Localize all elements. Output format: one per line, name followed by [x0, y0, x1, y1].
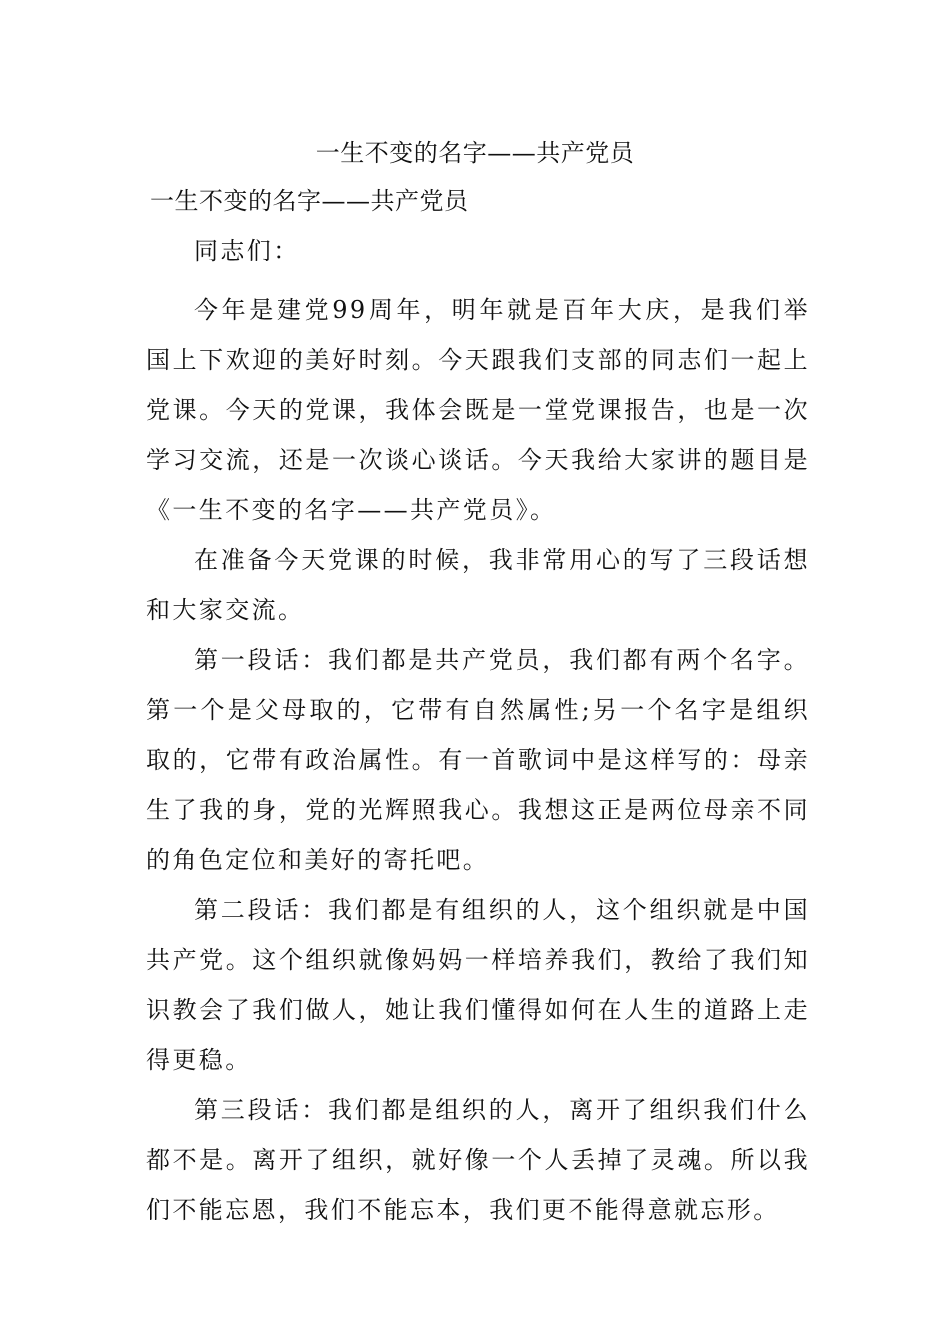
- body-paragraph-1: 今年是建党99周年，明年就是百年大庆，是我们举国上下欢迎的美好时刻。今天跟我们支部的同志们一起上党课。今天的党课，我体会既是一堂党课报告，也是一次学习交流，还是一次谈心谈话。今天我给大家讲的题目是《一生不变的名字——共产党员》。: [146, 296, 810, 524]
- body-paragraph-2: 在准备今天党课的时候，我非常用心的写了三段话想和大家交流。: [146, 546, 810, 624]
- document-subtitle: 一生不变的名字——共产党员: [150, 187, 469, 215]
- body-paragraph-4: 第二段话：我们都是有组织的人，这个组织就是中国共产党。这个组织就像妈妈一样培养我们，教给了我们知识教会了我们做人，她让我们懂得如何在人生的道路上走得更稳。: [146, 896, 810, 1074]
- document-title: 一生不变的名字——共产党员: [315, 139, 635, 167]
- greeting-paragraph: 同志们：: [194, 237, 300, 265]
- body-paragraph-5: 第三段话：我们都是组织的人，离开了组织我们什么都不是。离开了组织，就好像一个人丢掉了灵魂。所以我们不能忘恩，我们不能忘本，我们更不能得意就忘形。: [146, 1096, 810, 1224]
- body-paragraph-3: 第一段话：我们都是共产党员，我们都有两个名字。第一个是父母取的，它带有自然属性;另一个名字是组织取的，它带有政治属性。有一首歌词中是这样写的：母亲生了我的身，党的光辉照我心。我想这正是两位母亲不同的角色定位和美好的寄托吧。: [146, 646, 810, 874]
- document-body: [146, 226, 810, 1235]
